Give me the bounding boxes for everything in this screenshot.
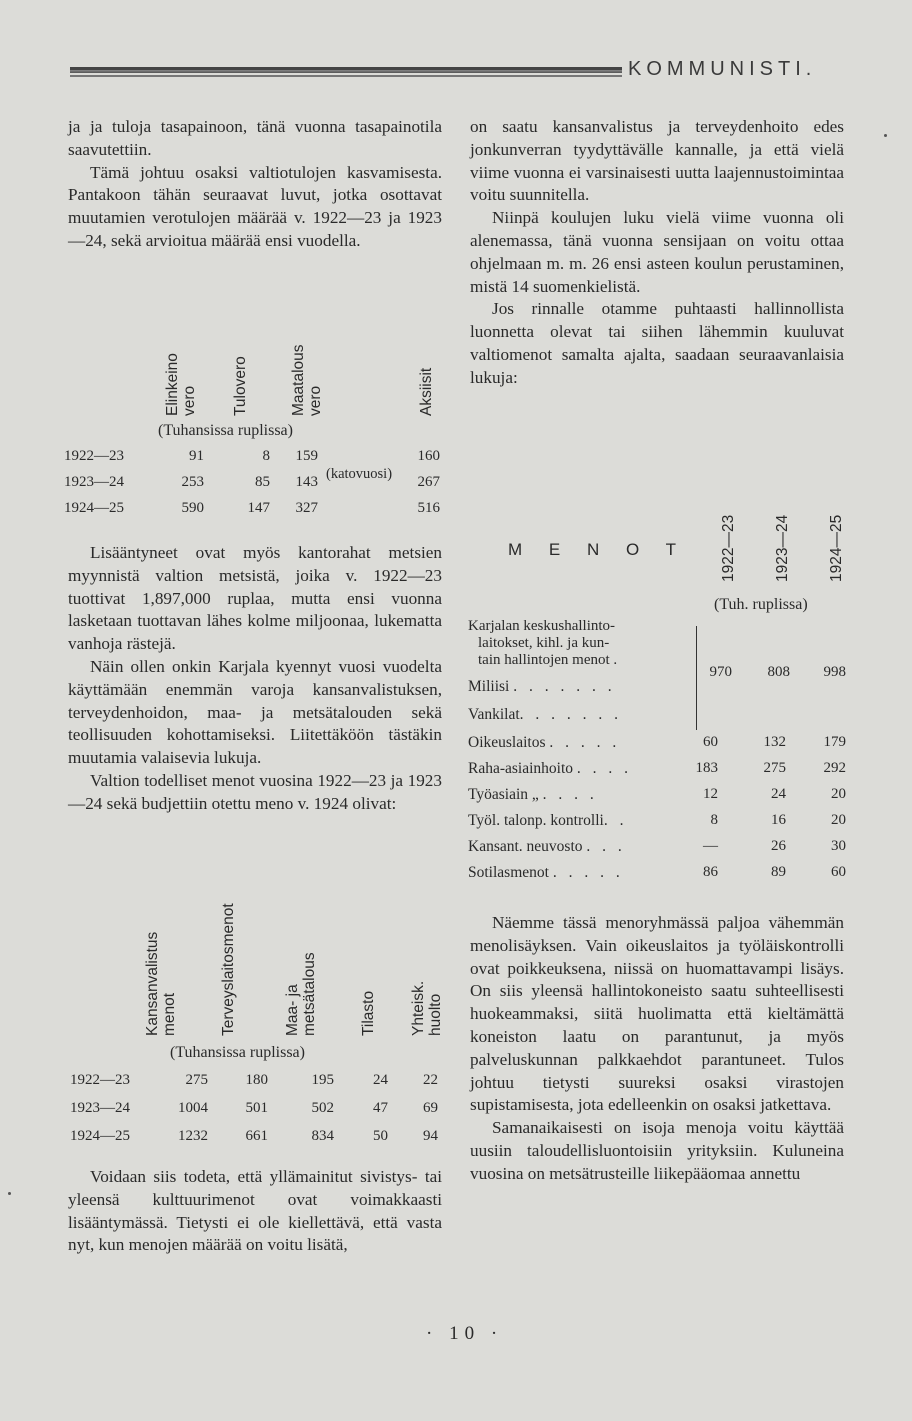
table-row: Oikeuslaitos . . . . . 60 132 179 (468, 734, 846, 751)
year-cell: 1922—23 (64, 448, 124, 464)
value-cell: 275 (763, 760, 786, 776)
left-column-top (68, 116, 442, 253)
year-header: 1923—24 (774, 514, 791, 582)
value-cell: 1232 (178, 1128, 208, 1144)
header-rule-thin (70, 75, 622, 77)
value-cell: 24 (373, 1072, 388, 1088)
header-rule (70, 67, 622, 73)
value-cell: 86 (703, 864, 718, 880)
year-cell: 1924—25 (64, 500, 124, 516)
column-header: Kansanvalistus menot (144, 931, 178, 1036)
paragraph: Tämä johtuu osaksi valtiotulojen kasvamisesta. Pantakoon tähän seuraavat luvut, jotka osottavat muutamien verotulojen määrää v. 1922—23 ja 1923—24, sekä arvioitua määrää ensi vuodella. (68, 162, 442, 250)
column-header: Maa- ja metsätalous (284, 952, 318, 1036)
paragraph: Lisääntyneet ovat myös kantorahat metsien myynnistä valtion metsistä, joika v. 1922—23 tuottivat 1,897,000 ruplaa, mutta ensi vuonna lasketaan tuottavan lähes kolme miljoonaa, lukematta vanhoja rästejä. (68, 543, 442, 654)
left-column-middle (68, 542, 442, 816)
value-cell: 60 (831, 864, 846, 880)
value-cell: 8 (262, 448, 270, 464)
year-cell: 1924—25 (70, 1128, 130, 1144)
value-cell: 91 (189, 448, 204, 464)
paragraph: Näin ollen onkin Karjala kyennyt vuosi vuodelta käyttämään enemmän varoja kansanvalistuksen, terveydenhoidon, maa- ja metsätalouden sekä teollisuuden kohottamiseksi. Liitettäköön tästäkin muutamia valaisevia lukuja. (68, 656, 442, 768)
table-unit: (Tuhansissa ruplissa) (158, 422, 293, 439)
value-cell: 160 (417, 448, 440, 464)
value-cell: 502 (311, 1100, 334, 1116)
column-header: Maatalous vero (290, 344, 324, 416)
value-cell: 69 (423, 1100, 438, 1116)
value-cell: — (703, 838, 718, 854)
column-header: Tilasto (360, 990, 377, 1036)
table-title: M E N O T (508, 540, 687, 559)
value-cell: 24 (771, 786, 786, 802)
year-header: 1924—25 (828, 514, 845, 582)
paragraph: Jos rinnalle otamme puhtaasti hallinnollista luonnetta olevat tai siihen lähemmin kuuluvat valtiomenot samalta ajalta, saadaan seuraavanlaisia lukuja: (470, 299, 844, 387)
table-row: Miliisi . . . . . . . (468, 678, 616, 695)
value-cell: 22 (423, 1072, 438, 1088)
table-row: Raha-asiainhoito . . . . 183 275 292 (468, 760, 846, 777)
value-cell: 47 (373, 1100, 388, 1116)
table-row (64, 1128, 444, 1150)
year-cell: 1922—23 (70, 1072, 130, 1088)
year-cell: 1923—24 (70, 1100, 130, 1116)
value-cell: 50 (373, 1128, 388, 1144)
table-row (64, 1100, 444, 1122)
value-cell: 516 (417, 500, 440, 516)
paragraph: on saatu kansanvalistus ja terveydenhoito edes jonkunverran tyydyttävälle kannalle, ja että vielä viime vuonna ei varsinaisesti uutta laajennustoimintaa voitu suunnitella. (470, 117, 844, 205)
value-cell: 20 (831, 786, 846, 802)
table-row (64, 466, 444, 496)
value-cell: 132 (763, 734, 786, 750)
table-row: Työasiain „ . . . . 12 24 20 (468, 786, 846, 803)
value-cell: 8 (710, 812, 718, 828)
value-cell: 12 (703, 786, 718, 802)
value-cell: 292 (823, 760, 846, 776)
culture-expenses-table (64, 903, 444, 1158)
paragraph: Voidaan siis todeta, että yllämainitut sivistys- tai yleensä kulttuurimenot ovat voimakkaasti lisääntymässä. Tietysti ei ole kiellettävä, että vasta nyt, kun menojen määrää on voitu lisätä, (68, 1167, 442, 1255)
paragraph: Niinpä koulujen luku vielä viime vuonna oli alenemassa, tänä vuonna sensijaan on voitu ottaa ohjelmaan m. m. 26 ensi asteen koulun perustaminen, mistä 14 suomenkielistä. (470, 208, 844, 296)
paragraph: Näemme tässä menoryhmässä paljoa vähemmän menolisäyksen. Vain oikeuslaitos ja työläiskontrolli ovat poikkeuksena, niissä on huomattavampi lisäys. On siis yleensä hallintokoneisto saatu suhteellisesti huokeammaksi, siitä huolimatta että kieltämättä koneiston laatu on parantunut, ja myös palveluskunnan palkkaehdot parantuneet. Tulos johtuu tietysti suureksi osaksi virastojen supistamisesta, jota edelleenkin on osaksi jatkettava. (470, 913, 844, 1115)
column-header: Terveyslaitosmenot (220, 903, 237, 1036)
journal-title: KOMMUNISTI. (628, 58, 817, 80)
group-label: Karjalan keskushallinto- laitokset, kihl. ja kun- tain hallintojen menot . (468, 618, 622, 668)
value-cell: 253 (181, 474, 204, 490)
value-cell: 501 (245, 1100, 268, 1116)
table-row: Kansant. neuvosto . . . — 26 30 (468, 838, 846, 855)
value-cell: 143 (295, 474, 318, 490)
value-cell: 834 (311, 1128, 334, 1144)
table-row: Sotilasmenot . . . . . 86 89 60 (468, 864, 846, 881)
paragraph: Valtion todelliset menot vuosina 1922—23 ja 1923—24 sekä budjettiin otettu meno v. 1924 olivat: (68, 770, 442, 813)
value-cell: 20 (831, 812, 846, 828)
print-speck (884, 134, 887, 137)
column-header: Tulovero (232, 356, 249, 416)
value-cell: 94 (423, 1128, 438, 1144)
page-number: · 10 · (426, 1323, 504, 1344)
value-cell: 195 (311, 1072, 334, 1088)
table-row (64, 500, 444, 522)
table-row: Vankilat. . . . . . . (468, 706, 623, 723)
table-unit: (Tuh. ruplissa) (714, 596, 808, 613)
value-cell: 60 (703, 734, 718, 750)
year-cell: 1923—24 (64, 474, 124, 490)
value-cell: 998 (823, 664, 846, 680)
column-header: Elinkeino vero (164, 353, 198, 416)
value-cell: 327 (295, 500, 318, 516)
value-cell: 183 (695, 760, 718, 776)
value-cell: 180 (245, 1072, 268, 1088)
table-row: Työl. talonp. kontrolli. . 8 16 20 (468, 812, 846, 829)
value-cell: 89 (771, 864, 786, 880)
value-cell: 159 (295, 448, 318, 464)
paragraph: Samanaikaisesti on isoja menoja voitu käyttää uusiin taloudellisluontoisiin yrityksiin. Kuluneina vuosina on metsätrusteille liikepääomaa annettu (470, 1118, 844, 1183)
print-speck (8, 1192, 11, 1195)
value-cell: 267 (417, 474, 440, 490)
table-row (64, 1072, 444, 1094)
value-cell: 30 (831, 838, 846, 854)
column-header: Yhteisk. huolto (410, 980, 444, 1036)
revenue-table (64, 338, 444, 528)
value-cell: 661 (245, 1128, 268, 1144)
left-column-bottom (68, 1166, 442, 1257)
value-cell: 147 (247, 500, 270, 516)
right-column-bottom (470, 912, 844, 1186)
value-cell: 179 (823, 734, 846, 750)
paragraph: ja ja tuloja tasapainoon, tänä vuonna tasapainotila saavutettiin. (68, 117, 442, 159)
value-cell: 808 (767, 664, 790, 680)
column-header: Aksiisit (418, 367, 435, 416)
note-cell: (katovuosi) (326, 466, 393, 482)
expenses-table (468, 500, 848, 890)
value-cell: 1004 (178, 1100, 208, 1116)
year-header: 1922—23 (720, 514, 737, 582)
table-unit: (Tuhansissa ruplissa) (170, 1044, 305, 1061)
value-cell: 275 (185, 1072, 208, 1088)
right-column-top (470, 116, 844, 390)
value-cell: 590 (181, 500, 204, 516)
value-cell: 970 (709, 664, 732, 680)
value-cell: 26 (771, 838, 786, 854)
value-cell: 16 (771, 812, 786, 828)
value-cell: 85 (255, 474, 270, 490)
